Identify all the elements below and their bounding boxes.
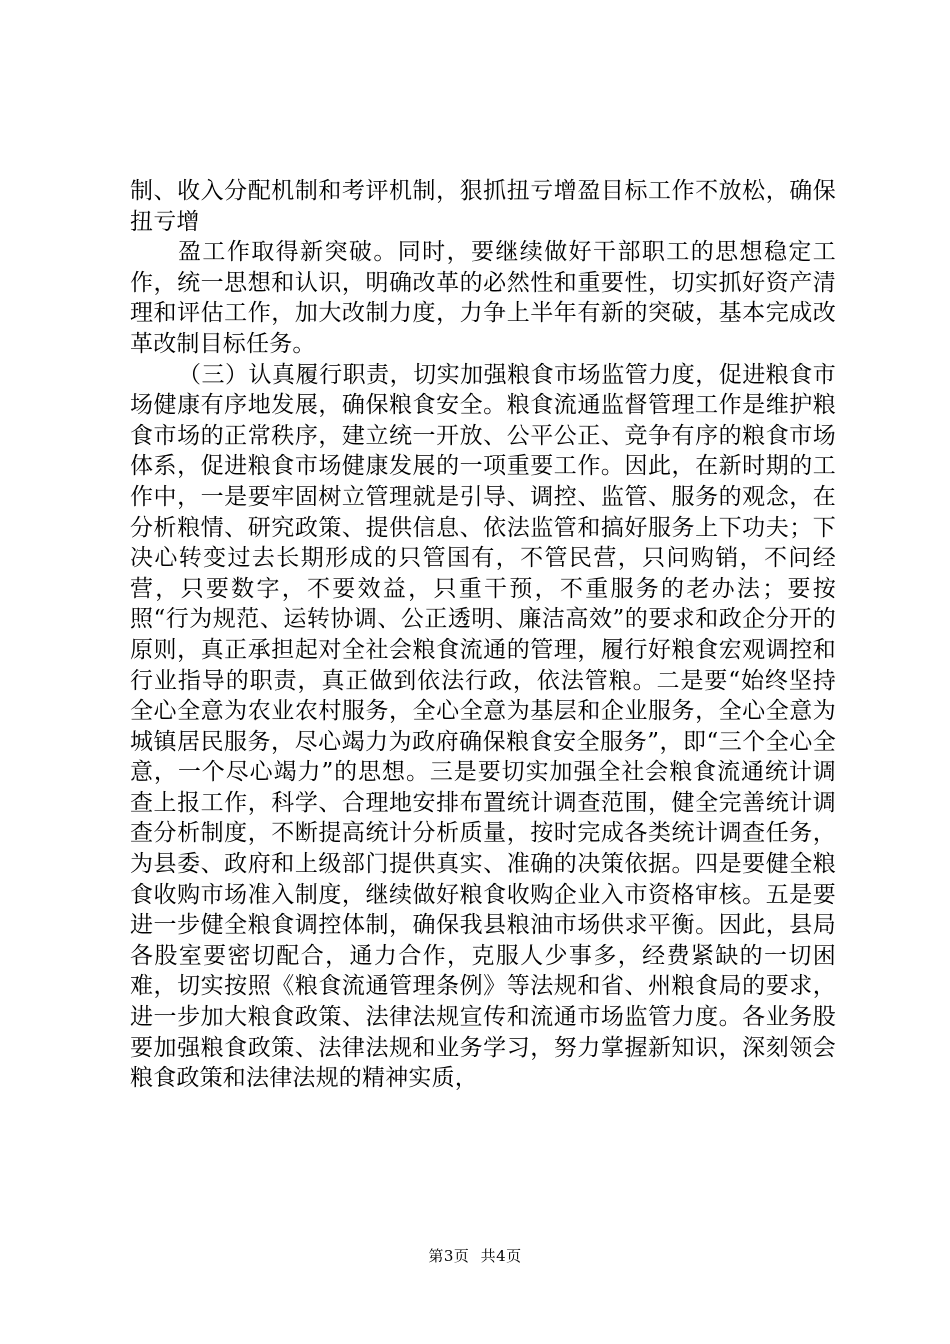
document-body	[130, 176, 836, 1094]
page-number: 第3页	[428, 1247, 470, 1265]
paragraph-2: 盈工作取得新突破。同时，要继续做好干部职工的思想稳定工作，统一思想和认识，明确改革的必然性和重要性，切实抓好资产清理和评估工作，加大改制力度，力争上半年有新的突破，基本完成改革改制目标任务。	[130, 239, 836, 357]
paragraph-3: （三）认真履行职责，切实加强粮食市场监管力度，促进粮食市场健康有序地发展，确保粮食安全。粮食流通监督管理工作是维护粮食市场的正常秩序，建立统一开放、公平公正、竞争有序的粮食市场体系，促进粮食市场健康发展的一项重要工作。因此，在新时期的工作中，一是要牢固树立管理就是引导、调控、监管、服务的观念，在分析粮情、研究政策、提供信息、依法监管和搞好服务上下功夫；下决心转变过去长期形成的只管国有，不管民营，只问购销，不问经营，只要数字，不要效益，只重干预，不重服务的老办法；要按照“行为规范、运转协调、公正透明、廉洁高效”的要求和政企分开的原则，真正承担起对全社会粮食流通的管理，履行好粮食宏观调控和行业指导的职责，真正做到依法行政，依法管粮。二是要“始终坚持全心全意为农业农村服务，全心全意为基层和企业服务，全心全意为城镇居民服务，尽心竭力为政府确保粮食安全服务”，即“三个全心全意，一个尽心竭力”的思想。三是要切实加强全社会粮食流通统计调查上报工作，科学、合理地安排布置统计调查范围，健全完善统计调查分析制度，不断提高统计分析质量，按时完成各类统计调查任务，为县委、政府和上级部门提供真实、准确的决策依据。四是要健全粮食收购市场准入制度，继续做好粮食收购企业入市资格审核。五是要进一步健全粮食调控体制，确保我县粮油市场供求平衡。因此，县局各股室要密切配合，通力合作，克服人少事多，经费紧缺的一切困难，切实按照《粮食流通管理条例》等法规和省、州粮食局的要求，进一步加大粮食政策、法律法规宣传和流通市场监管力度。各业务股要加强粮食政策、法律法规和业务学习，努力掌握新知识，深刻领会粮食政策和法律法规的精神实质，	[130, 361, 836, 1092]
paragraph-1: 制、收入分配机制和考评机制，狠抓扭亏增盈目标工作不放松，确保扭亏增	[130, 178, 836, 235]
page-total: 共4页	[480, 1247, 522, 1265]
page-footer	[0, 1245, 950, 1266]
